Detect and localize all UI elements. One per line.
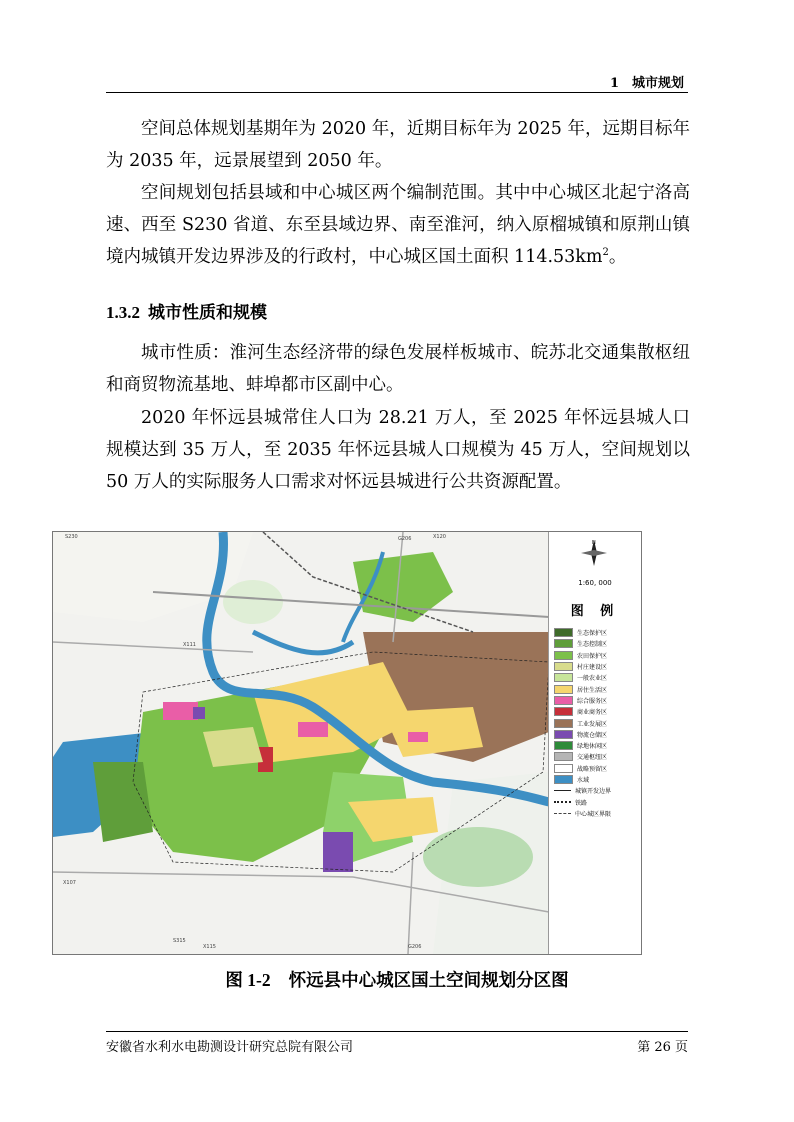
paragraph-plan-scope-text: 空间规划包括县域和中心城区两个编制范围。其中中心城区北起宁洛高速、西至 S230 省道、东至县域边界、南至淮河，纳入原榴城镇和原荆山镇境内城镇开发边界涉及的行政村，中心城区国土面积 114.53km xyxy=(106,183,690,267)
legend-label: 绿地休闲区 xyxy=(577,743,608,751)
legend-line-swatch xyxy=(554,801,571,803)
legend-item xyxy=(549,740,641,751)
road-label: G206 xyxy=(398,536,412,542)
legend-label: 商业商务区 xyxy=(577,709,608,717)
chapter-title: 1 城市规划 xyxy=(609,76,684,91)
legend-swatch xyxy=(554,764,573,773)
legend-line-item xyxy=(549,785,641,796)
east-hill-area xyxy=(423,827,533,887)
running-header xyxy=(106,70,688,93)
legend-label: 铁路 xyxy=(575,799,588,807)
legend-item xyxy=(549,627,641,638)
road-label: S230 xyxy=(65,534,78,540)
legend-label: 村庄建设区 xyxy=(577,664,608,672)
legend-label: 战略预留区 xyxy=(577,765,608,773)
road-label: X107 xyxy=(63,880,76,886)
legend-swatch xyxy=(554,696,573,705)
legend-item xyxy=(549,695,641,706)
legend-label: 农田保护区 xyxy=(577,652,608,660)
legend-line-swatch xyxy=(554,790,571,791)
figure-title: 怀远县中心城区国土空间规划分区图 xyxy=(288,971,569,991)
page-footer xyxy=(106,1031,688,1055)
section-title: 城市性质和规模 xyxy=(148,303,267,323)
figure-caption xyxy=(0,967,794,992)
section-heading xyxy=(106,298,267,323)
map-scale: 1:60, 000 xyxy=(578,579,612,587)
legend-label: 生态控制区 xyxy=(577,641,608,649)
legend-swatch xyxy=(554,662,573,671)
legend-label: 居住生活区 xyxy=(577,686,608,694)
legend-line-item xyxy=(549,808,641,819)
legend-label: 综合服务区 xyxy=(577,697,608,705)
legend-item xyxy=(549,717,641,728)
zoning-map xyxy=(52,531,642,955)
svg-text:N: N xyxy=(592,540,596,546)
legend-label: 生态保护区 xyxy=(577,630,608,638)
legend-label: 城镇开发边界 xyxy=(575,788,612,796)
legend-label: 工业发展区 xyxy=(577,720,608,728)
legend-label: 物流仓储区 xyxy=(577,731,608,739)
road-label: X111 xyxy=(183,642,196,648)
legend-swatch xyxy=(554,719,573,728)
legend-item xyxy=(549,661,641,672)
legend-item xyxy=(549,751,641,762)
page-number: 第 26 页 xyxy=(637,1040,688,1055)
legend-swatch xyxy=(554,730,573,739)
paragraph-city-nature: 城市性质：淮河生态经济带的绿色发展样板城市、皖苏北交通集散枢纽和商贸物流基地、蚌埠都市区副中心。 xyxy=(106,343,690,395)
section-number: 1.3.2 xyxy=(106,303,140,322)
legend-item xyxy=(549,672,641,683)
legend-item xyxy=(549,650,641,661)
paragraph-population: 2020 年怀远县城常住人口为 28.21 万人，至 2025 年怀远县城人口规模达到 35 万人，至 2035 年怀远县城人口规模为 45 万人，空间规划以 50 万人的实际服务人口需求对怀远县城进行公共资源配置。 xyxy=(106,408,690,492)
footer-organization: 安徽省水利水电勘测设计研究总院有限公司 xyxy=(106,1040,354,1055)
legend-item xyxy=(549,774,641,785)
legend-label: 水域 xyxy=(577,777,590,784)
legend-item xyxy=(549,729,641,740)
map-canvas xyxy=(53,532,549,954)
legend-swatch xyxy=(554,752,573,761)
legend-label: 一般农业区 xyxy=(577,675,608,683)
legend-swatch xyxy=(554,651,573,660)
map-legend xyxy=(548,532,641,954)
legend-label: 交通枢纽区 xyxy=(577,754,608,762)
paragraph-plan-years: 空间总体规划基期年为 2020 年，近期目标年为 2025 年，远期目标年为 2035 年，远景展望到 2050 年。 xyxy=(106,119,690,171)
road-label: X115 xyxy=(203,944,216,950)
legend-item xyxy=(549,638,641,649)
legend-swatch xyxy=(554,741,573,750)
road-label: G206 xyxy=(408,944,422,950)
legend-item xyxy=(549,683,641,694)
legend-swatch xyxy=(554,673,573,682)
figure-number: 图 1-2 xyxy=(225,970,271,990)
legend-swatch xyxy=(554,628,573,637)
paragraph-plan-scope xyxy=(106,177,690,273)
road-label: S315 xyxy=(173,938,186,944)
legend-label: 中心城区界限 xyxy=(575,810,612,818)
legend-swatch xyxy=(554,685,573,694)
legend-swatch xyxy=(554,707,573,716)
logistics-zone xyxy=(323,832,353,872)
area-superscript: 2 xyxy=(602,247,609,259)
legend-line-item xyxy=(549,796,641,807)
legend-item xyxy=(549,706,641,717)
legend-line-swatch xyxy=(554,813,571,814)
road-label: X120 xyxy=(433,534,446,540)
legend-item xyxy=(549,763,641,774)
legend-swatch xyxy=(554,775,573,784)
legend-title: 图 例 xyxy=(570,604,620,619)
legend-swatch xyxy=(554,639,573,648)
area-sentence-end: 。 xyxy=(608,247,627,267)
legend-list xyxy=(549,627,641,819)
north-arrow-icon xyxy=(579,538,609,568)
